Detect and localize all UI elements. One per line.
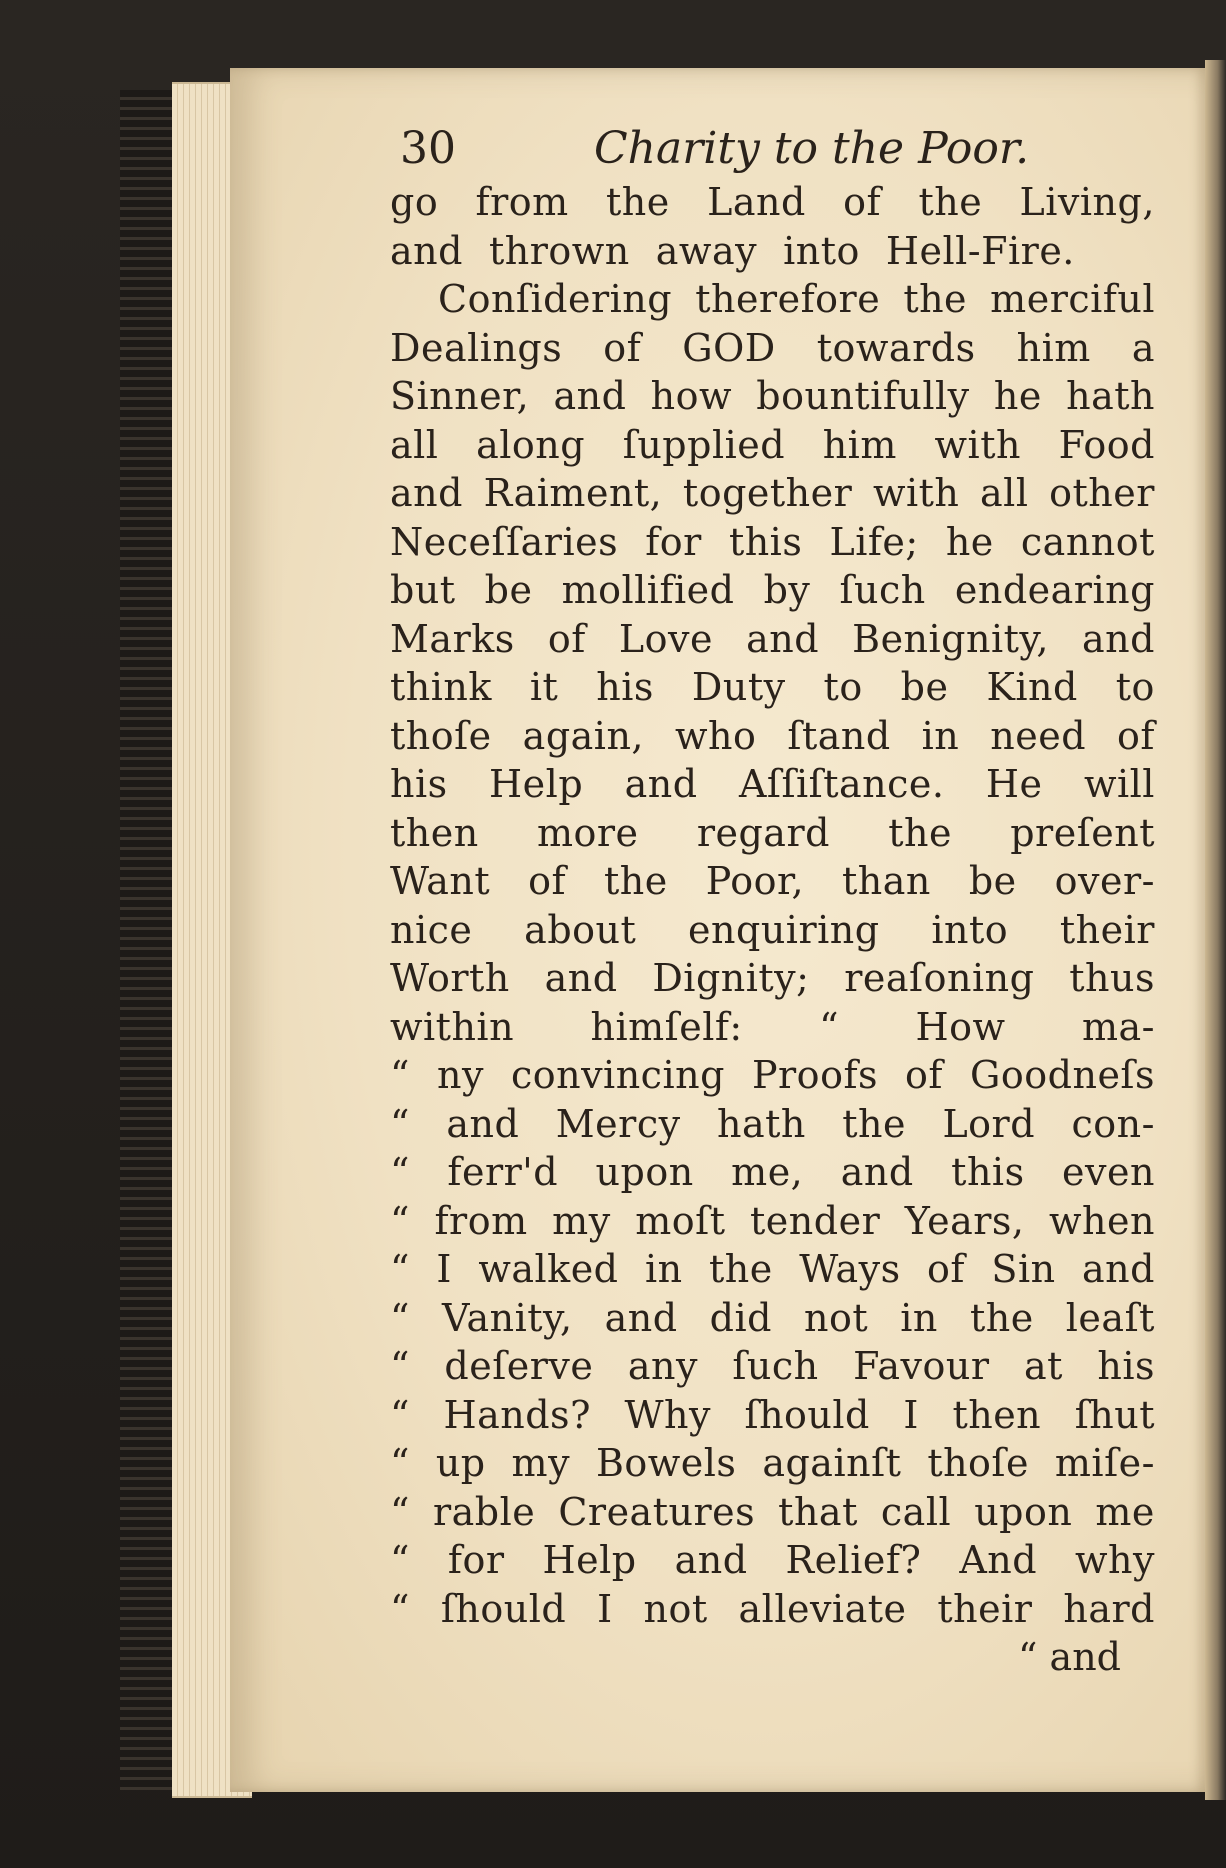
text-line: “ rable Creatures that call upon me	[390, 1489, 1155, 1534]
text-line: thoſe again, who ſtand in need of	[390, 713, 1155, 758]
page-header	[390, 120, 1155, 178]
text-line: “ ferr'd upon me, and this even	[390, 1150, 1155, 1194]
text-line: “ ſhould I not alleviate their hard	[390, 1586, 1155, 1631]
text-line: “ ny convincing Proofs of Goodneſs	[390, 1053, 1155, 1097]
text-line: Worth and Dignity; reaſoning thus	[390, 956, 1155, 1000]
text-line: but be mollified by ſuch endearing	[390, 568, 1155, 612]
catchword: “ and	[1018, 1635, 1121, 1679]
text-line: “ Vanity, and did not in the leaſt	[390, 1295, 1155, 1340]
text-line: “ from my moſt tender Years, when	[390, 1198, 1155, 1243]
text-line: then more regard the preſent	[390, 810, 1155, 855]
text-line: and thrown away into Hell-Fire.	[390, 228, 1075, 273]
text-line: Conſidering therefore the merciful	[438, 277, 1155, 321]
text-line: Want of the Poor, than be over-	[390, 859, 1155, 903]
text-line: Sinner, and how bountifully he hath	[390, 374, 1155, 418]
text-line: nice about enquiring into their	[390, 907, 1155, 952]
text-line: within himſelf: “ How ma-	[390, 1004, 1155, 1049]
text-line: “ and Mercy hath the Lord con-	[390, 1101, 1155, 1146]
text-line: Marks of Love and Benignity, and	[390, 616, 1155, 661]
text-line: “ for Help and Relief? And why	[390, 1538, 1155, 1582]
text-line: “ deſerve any ſuch Favour at his	[390, 1344, 1155, 1388]
page-gutter-shadow	[1205, 60, 1226, 1800]
page-text	[390, 120, 1155, 1681]
text-line: go from the Land of the Living,	[390, 180, 1155, 224]
text-line: Neceſſaries for this Life; he cannot	[390, 519, 1155, 564]
text-line: think it his Duty to be Kind to	[390, 665, 1155, 709]
text-line: “ I walked in the Ways of Sin and	[390, 1247, 1155, 1291]
book-binding	[120, 90, 175, 1790]
text-line: his Help and Aſſiſtance. He will	[390, 762, 1155, 806]
text-line: Dealings of GOD towards him a	[390, 325, 1155, 370]
text-line: and Raiment, together with all other	[390, 471, 1155, 515]
text-line: “ Hands? Why ſhould I then ſhut	[390, 1392, 1155, 1437]
body-text	[390, 178, 1155, 1633]
page-number: 30	[400, 123, 456, 174]
text-line: all along ſupplied him with Food	[390, 422, 1155, 467]
text-line: “ up my Bowels againſt thoſe miſe-	[390, 1441, 1155, 1485]
running-title: Charity to the Poor.	[594, 123, 1030, 174]
